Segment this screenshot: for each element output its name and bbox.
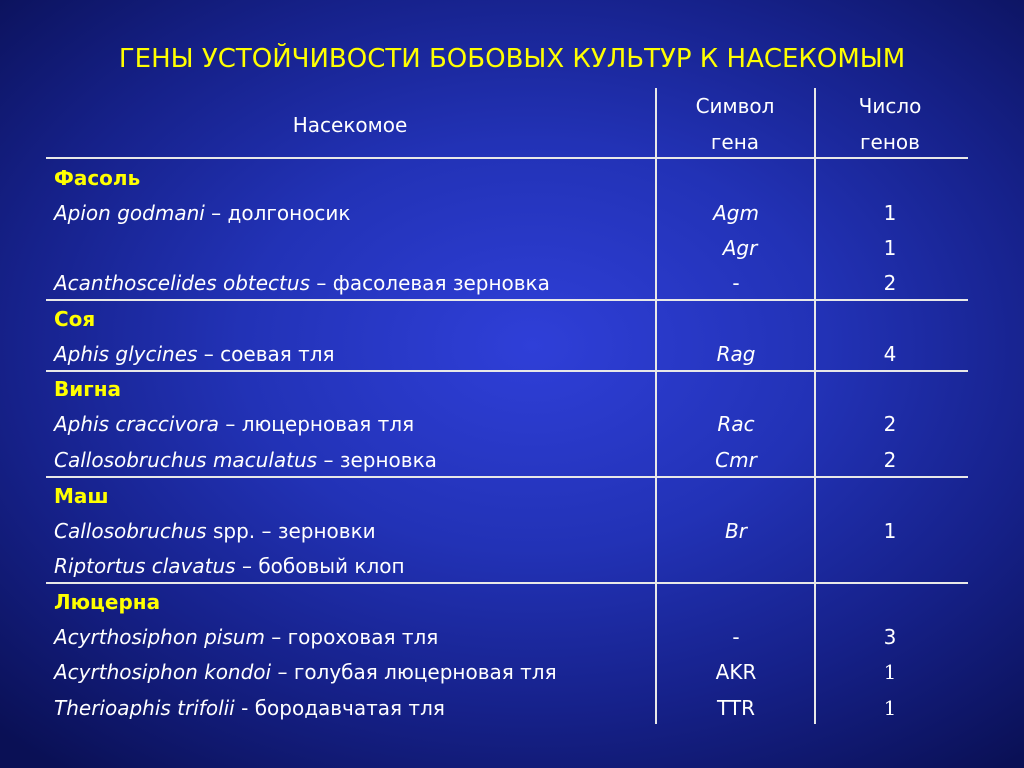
gene-count: 1	[883, 660, 897, 684]
header-insect: Насекомое	[292, 113, 408, 137]
separator: –	[264, 625, 288, 649]
separator: –	[317, 448, 340, 472]
insect-row	[54, 448, 437, 472]
gene-symbol: TTR	[717, 696, 755, 720]
gene-count: 2	[883, 412, 897, 436]
gene-symbol: AKR	[715, 660, 757, 684]
gene-count: 3	[883, 625, 897, 649]
common-name: зерновки	[277, 519, 376, 543]
insect-row	[54, 519, 376, 543]
separator: -	[234, 696, 255, 720]
separator: –	[235, 554, 259, 578]
section-rule	[46, 299, 968, 301]
separator: –	[271, 660, 294, 684]
separator: –	[204, 201, 228, 225]
section-rule	[46, 476, 968, 478]
common-name: бородавчатая тля	[254, 696, 445, 720]
gene-count: 1	[883, 519, 897, 543]
gene-symbol: Cmr	[715, 448, 757, 472]
separator: spp. –	[206, 519, 278, 543]
species-name: Riptortus clavatus	[54, 554, 236, 578]
header-symbol-line2: гена	[710, 130, 760, 154]
insect-row	[54, 271, 550, 295]
insect-row	[54, 554, 405, 578]
section-rule	[46, 582, 968, 584]
common-name: зерновка	[339, 448, 437, 472]
gene-symbol: Br	[725, 519, 747, 543]
crop-label: Вигна	[54, 377, 122, 401]
separator: –	[218, 412, 242, 436]
header-rule	[46, 157, 968, 159]
gene-symbol: -	[732, 271, 740, 295]
section-rule	[46, 370, 968, 372]
species-name: Aphis glycines	[54, 342, 198, 366]
column-divider-1	[655, 88, 657, 724]
common-name: бобовый клоп	[258, 554, 405, 578]
header-count-line2: генов	[860, 130, 920, 154]
species-name: Apion godmani	[54, 201, 205, 225]
common-name: люцерновая тля	[241, 412, 415, 436]
species-name: Acanthoscelides obtectus	[54, 271, 310, 295]
insect-row	[54, 201, 351, 225]
gene-count: 1	[883, 696, 897, 720]
gene-count: 1	[883, 236, 897, 260]
gene-symbol: -	[732, 625, 740, 649]
species-name: Therioaphis trifolii	[54, 696, 235, 720]
insect-row	[54, 696, 445, 720]
common-name: голубая люцерновая тля	[293, 660, 557, 684]
gene-symbol: Agm	[713, 201, 759, 225]
gene-count: 2	[883, 448, 897, 472]
species-name: Callosobruchus maculatus	[54, 448, 318, 472]
crop-label: Фасоль	[54, 166, 141, 190]
header-count-line1: Число	[858, 94, 922, 118]
separator: –	[197, 342, 221, 366]
species-name: Acyrthosiphon kondoi	[54, 660, 272, 684]
gene-count: 2	[883, 271, 897, 295]
crop-label: Маш	[54, 484, 109, 508]
common-name: долгоносик	[227, 201, 351, 225]
insect-row	[54, 625, 438, 649]
gene-symbol: Rac	[717, 412, 755, 436]
common-name: соевая тля	[220, 342, 335, 366]
slide-title: ГЕНЫ УСТОЙЧИВОСТИ БОБОВЫХ КУЛЬТУР К НАСЕКОМЫМ	[118, 44, 906, 74]
insect-row	[54, 412, 414, 436]
gene-count: 1	[883, 201, 897, 225]
column-divider-2	[814, 88, 816, 724]
crop-label: Люцерна	[54, 590, 161, 614]
species-name: Acyrthosiphon pisum	[54, 625, 265, 649]
header-symbol-line1: Символ	[695, 94, 775, 118]
insect-row	[54, 342, 335, 366]
common-name: гороховая тля	[287, 625, 439, 649]
gene-symbol: Rag	[716, 342, 756, 366]
species-name: Aphis craccivora	[54, 412, 219, 436]
species-name: Callosobruchus	[54, 519, 207, 543]
gene-count: 4	[883, 342, 897, 366]
crop-label: Соя	[54, 307, 96, 331]
common-name: фасолевая зерновка	[332, 271, 550, 295]
insect-row	[54, 660, 557, 684]
gene-symbol: Agr	[722, 236, 758, 260]
separator: –	[310, 271, 333, 295]
